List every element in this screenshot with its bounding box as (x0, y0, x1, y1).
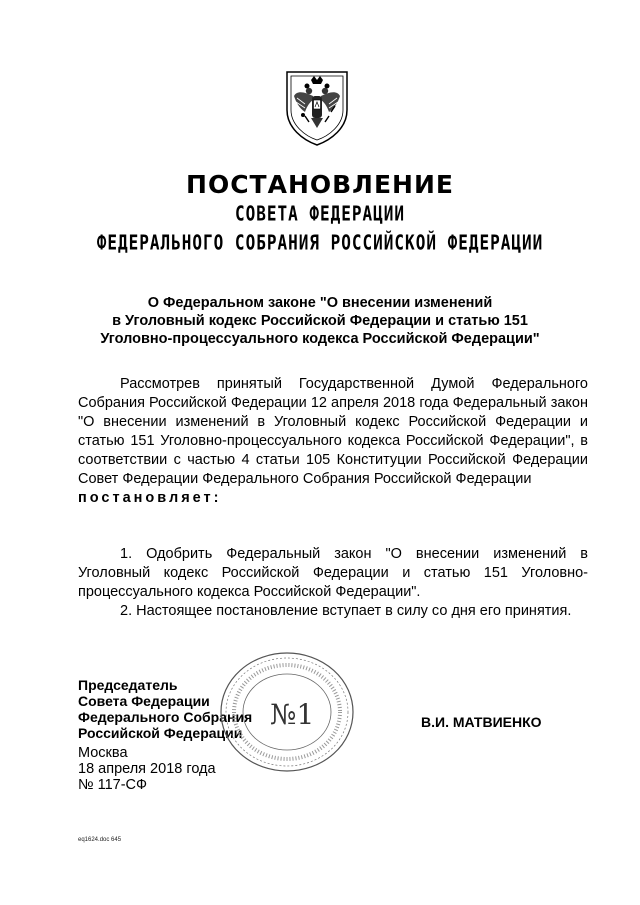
signer-title-line-3: Федерального Собрания (78, 709, 253, 725)
place-and-date (78, 745, 216, 793)
issuer-line-1: СОВЕТА ФЕДЕРАЦИИ (234, 201, 406, 226)
document-type-title: ПОСТАНОВЛЕНИЕ (186, 170, 454, 199)
resolution-subject (60, 294, 580, 348)
coat-of-arms-icon (281, 66, 353, 148)
round-seal-stamp (218, 650, 356, 774)
date: 18 апреля 2018 года (78, 761, 216, 777)
resolution-items (78, 545, 588, 621)
subject-line-3: Уголовно-процессуального кодекса Российской Федерации" (100, 331, 540, 347)
signer-title-line-1: Председатель (78, 677, 178, 693)
preamble (78, 375, 588, 508)
preamble-text: Рассмотрев принятый Государственной Думой Федерального Собрания Российской Федерации 12 апреля 2018 года Федеральный закон "О внесении изменений в Уголовный кодекс Российской Федерации и статью 151 Уголовно-процессуального кодекса Российской Федерации", в соответствии с частью 4 статьи 105 Конституции Российской Федерации Совет Федерации Федерального Собрания Российской Федерации (78, 376, 588, 487)
resolves-word: постановляет: (78, 490, 222, 506)
subject-line-2: в Уголовный кодекс Российской Федерации и статью 151 (112, 313, 528, 329)
signer-title-line-2: Совета Федерации (78, 693, 210, 709)
resolution-item-2: 2. Настоящее постановление вступает в силу со дня его принятия. (120, 603, 572, 619)
file-code: eq1624.doc 645 (78, 837, 122, 843)
signer-name: В.И. МАТВИЕНКО (421, 714, 542, 730)
issuer-line-2: ФЕДЕРАЛЬНОГО СОБРАНИЯ РОССИЙСКОЙ ФЕДЕРАЦИИ (96, 230, 544, 255)
document-number: № 117-СФ (78, 777, 148, 793)
signer-title-line-4: Российской Федерации (78, 725, 243, 741)
city: Москва (78, 745, 128, 761)
resolution-item-1: 1. Одобрить Федеральный закон "О внесении изменений в Уголовный кодекс Российской Федерации и статью 151 Уголовно-процессуального кодекса Российской Федерации". (78, 546, 588, 600)
subject-line-1: О Федеральном законе "О внесении изменений (147, 295, 493, 311)
seal-number: №1 (270, 698, 315, 731)
